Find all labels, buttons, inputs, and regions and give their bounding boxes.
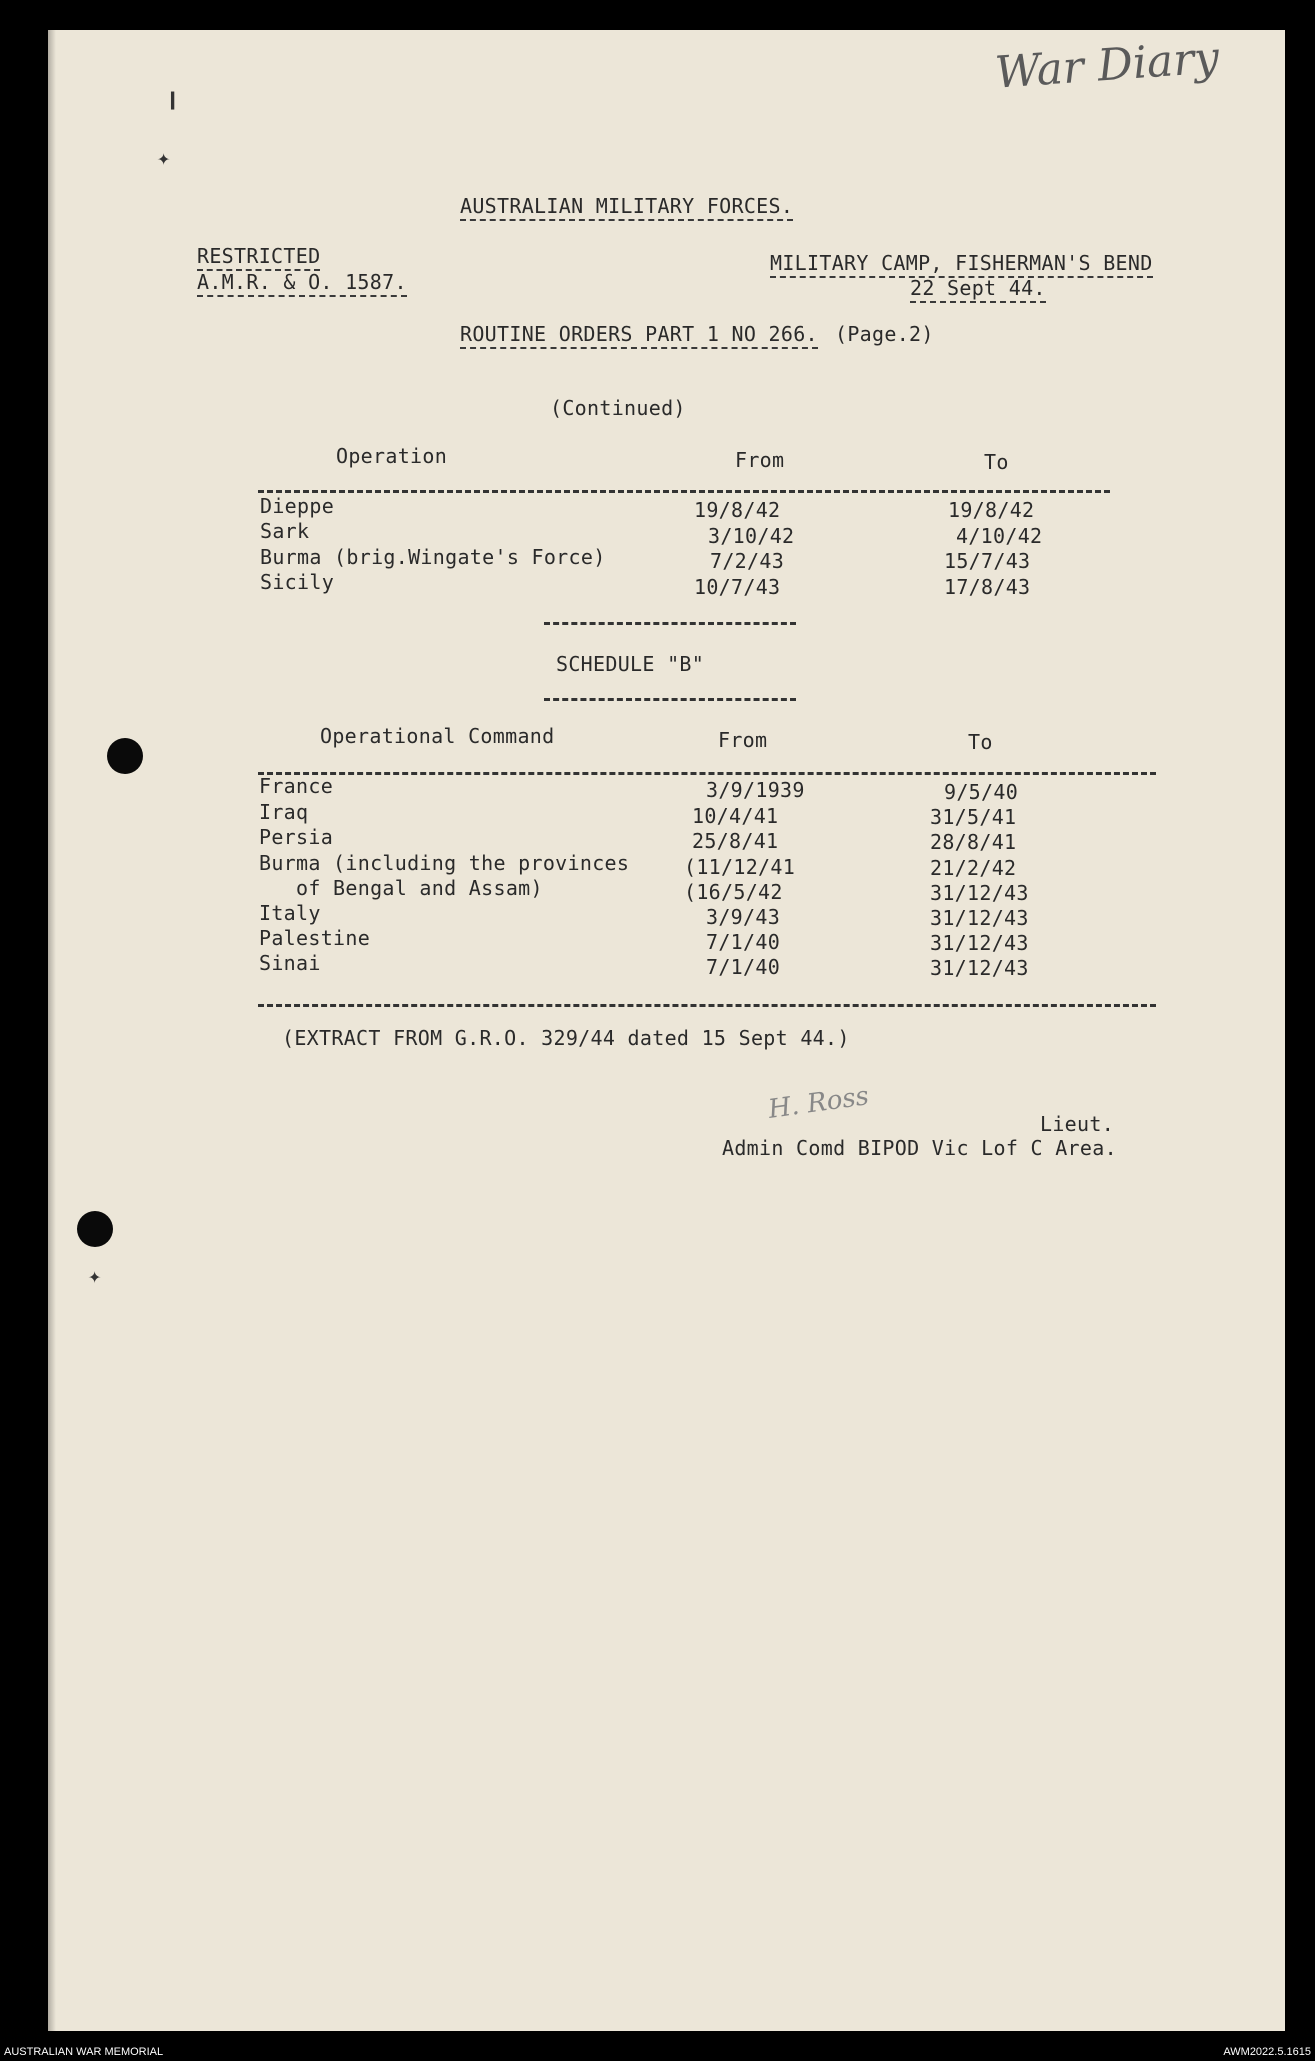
commands-header-name: Operational Command [320,724,555,748]
table-row-name: France [259,774,334,798]
table-row-from: (11/12/41 [684,855,796,879]
table-row-name: of Bengal and Assam) [259,876,543,900]
staple-hole-mark: ✦ [88,1264,102,1289]
staple-hole-mark: ✦ [157,146,171,171]
commands-header-to: To [968,730,993,754]
section-divider [544,622,796,625]
table-row-name: Sinai [259,951,321,975]
table-row-to: 31/5/41 [930,805,1017,829]
section-divider [544,698,796,701]
signatory-rank: Lieut. [1040,1112,1115,1136]
operations-header-rule [258,490,1110,493]
location: MILITARY CAMP, FISHERMAN'S BEND [770,251,1153,278]
table-row-name: Burma (brig.Wingate's Force) [260,545,606,569]
table-row-name: Palestine [259,926,371,950]
table-row-name: Dieppe [260,494,335,518]
table-row-to: 31/12/43 [930,906,1029,930]
table-row-name: Italy [259,901,321,925]
table-row-from: 10/4/41 [692,804,779,828]
orders-title: ROUTINE ORDERS PART 1 NO 266. [460,322,818,349]
signature: H. Ross [766,1081,871,1125]
table-bottom-rule [258,1004,1156,1007]
table-row-to: 17/8/43 [944,575,1031,599]
table-row-from: 3/9/1939 [706,778,805,802]
table-row-name: Persia [259,825,334,849]
signatory-unit: Admin Comd BIPOD Vic Lof C Area. [722,1136,1117,1160]
table-row-name: Sark [260,519,310,543]
staple-mark: ❙ [166,88,180,113]
table-row-name: Burma (including the provinces [259,851,630,875]
operations-header-name: Operation [336,444,448,468]
table-row-from: (16/5/42 [684,880,783,904]
table-row-from: 3/9/43 [706,905,781,929]
table-row-name: Sicily [260,570,335,594]
table-row-from: 19/8/42 [694,498,781,522]
reference-number: A.M.R. & O. 1587. [197,270,407,297]
document-date: 22 Sept 44. [910,276,1046,303]
commands-header-from: From [718,728,768,752]
operations-header-to: To [984,450,1009,474]
table-row-to: 31/12/43 [930,931,1029,955]
page-number: (Page.2) [835,322,934,346]
document-title: AUSTRALIAN MILITARY FORCES. [460,194,793,221]
punch-hole-upper [107,738,143,774]
continued-label: (Continued) [550,396,686,420]
table-row-to: 31/12/43 [930,881,1029,905]
table-row-to: 21/2/42 [930,856,1017,880]
table-row-from: 3/10/42 [708,524,795,548]
table-row-to: 4/10/42 [956,524,1043,548]
classification: RESTRICTED [197,244,320,271]
handwritten-war-diary-note: War Diary [993,32,1221,99]
table-row-from: 7/1/40 [706,930,781,954]
table-row-to: 19/8/42 [948,498,1035,522]
table-row-from: 10/7/43 [694,575,781,599]
table-row-from: 7/1/40 [706,955,781,979]
table-row-to: 31/12/43 [930,956,1029,980]
page-edge-shadow [48,30,56,2031]
commands-header-rule [258,772,1156,775]
footer-catalogue-id: AWM2022.5.1615 [1223,2046,1311,2058]
table-row-name: Iraq [259,800,309,824]
table-row-from: 25/8/41 [692,829,779,853]
operations-header-from: From [735,448,785,472]
table-row-from: 7/2/43 [710,549,785,573]
table-row-to: 9/5/40 [944,780,1019,804]
schedule-title: SCHEDULE "B" [556,652,705,676]
footer-source: AUSTRALIAN WAR MEMORIAL [4,2046,164,2058]
table-row-to: 28/8/41 [930,830,1017,854]
extract-note: (EXTRACT FROM G.R.O. 329/44 dated 15 Sept 44.) [282,1026,850,1050]
table-row-to: 15/7/43 [944,549,1031,573]
punch-hole-lower [77,1211,113,1247]
